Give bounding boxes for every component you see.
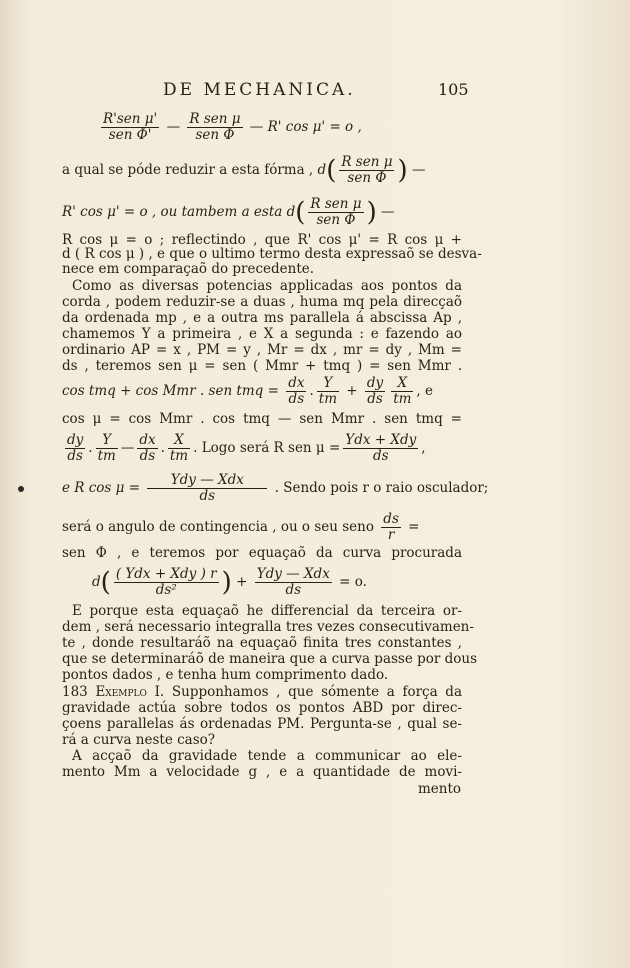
fraction: $\frac{\text{Ydx + Xdy}}{ds}$ (345, 432, 417, 464)
equation-line: cos tmq + cos Mmr . sen tmq = $\frac{dx}{ds}$ . $\frac{Y}{tm}$ + $\frac{dy}{ds}$ $\frac{X}{tm}$ , e (62, 375, 433, 407)
ink-blot (18, 486, 24, 492)
fraction: $\frac{dy}{ds}$ (366, 375, 384, 407)
fraction: $\frac{dy}{ds}$ (67, 432, 84, 464)
running-title: DE MECHANICA. (163, 80, 356, 100)
equation-line: $\frac{\text{R'sen μ'}}{\text{sen Φ'}}$ — $\frac{\text{R sen μ}}{\text{sen Φ}}$ — R' cos μ' = o , (103, 111, 362, 143)
text-line: rá a curva neste caso? (62, 732, 216, 748)
fraction: $\frac{Y}{tm}$ (97, 432, 116, 464)
fraction: $\frac{X}{tm}$ (169, 432, 189, 464)
text-line: a qual se póde reduzir a esta fórma , d( $\frac{\text{R sen μ}}{\text{sen Φ}}$ ) — (62, 154, 426, 186)
text-line: ds , teremos sen μ = sen ( Mmr + tmq ) = sen Mmr . (62, 358, 462, 374)
text-line: E porque esta equaçaõ he differencial da terceira or- (72, 603, 462, 619)
text-line: chamemos Y a primeira , e X a segunda : e fazendo ao (62, 326, 462, 342)
example-heading: 183 Exemplo I. Supponhamos , que sómente a força da (62, 684, 462, 700)
text-line: que se determinaráõ de maneira que a curva passe por dous (62, 651, 478, 667)
text-line: d ( R cos μ ) , e que o ultimo termo desta expressaõ se desva- (62, 246, 482, 262)
fraction: $\frac{X}{tm}$ (393, 375, 412, 407)
text-line: nece em comparaçaõ do precedente. (62, 261, 315, 277)
fraction: $\frac{\text{R sen μ}}{\text{sen Φ}}$ (341, 154, 393, 186)
fraction: $\frac{dx}{ds}$ (288, 375, 305, 407)
fraction: $\frac{Y}{tm}$ (318, 375, 337, 407)
text-line: sen Φ , e teremos por equaçaõ da curva procurada (62, 545, 462, 561)
text-line: corda , podem reduzir-se a duas , huma mq pela direcçaõ (62, 294, 462, 310)
equation-line: e R cos μ = $\frac{\text{Ydy — Xdx}}{ds}$ . Sendo pois r o raio osculador; (62, 472, 489, 504)
page-number: 105 (438, 80, 469, 99)
fraction: $\frac{\text{Ydy — Xdx}}{ds}$ (256, 566, 330, 598)
equation-line: $\frac{dy}{ds}$ . $\frac{Y}{tm}$ — $\frac{dx}{ds}$ . $\frac{X}{tm}$ . Logo será R sen μ = $\frac{\text{Ydx + Xdy}}{ds}$ , (67, 432, 426, 464)
text-line: mento Mm a velocidade g , e a quantidade de movi- (62, 764, 462, 780)
text-line: ordinario AP = x , PM = y , Mr = dx , mr = dy , Mm = (62, 342, 462, 358)
catchword: mento (418, 781, 462, 797)
example-label: Exemplo I. (95, 684, 165, 700)
text-line: pontos dados , e tenha hum comprimento dado. (62, 667, 389, 683)
text-line: çoens parallelas ás ordenadas PM. Pergunta-se , qual se- (62, 716, 462, 732)
fraction: $\frac{\text{Ydy — Xdx}}{ds}$ (147, 473, 267, 504)
fraction: $\frac{\text{R'sen μ'}}{\text{sen Φ'}}$ (103, 111, 158, 143)
text-line: da ordenada mp , e a outra ms parallela á abscissa Ap , (62, 310, 462, 326)
text-line: A acçaõ da gravidade tende a communicar ao ele- (72, 748, 462, 764)
fraction: $\frac{ds}{r}$ (383, 511, 399, 543)
text-line: será o angulo de contingencia , ou o seu seno $\frac{ds}{r}$ = (62, 511, 420, 543)
text-line: R cos μ = o ; reflectindo , que R' cos μ' = R cos μ + (62, 232, 462, 248)
equation-line: d( $\frac{\text{( Ydx + Xdy ) r}}{\text{ds²}}$ ) + $\frac{\text{Ydy — Xdx}}{ds}$ = o. (92, 566, 367, 598)
fraction: $\frac{\text{R sen μ}}{\text{sen Φ}}$ (310, 196, 362, 228)
section-number: 183 (62, 684, 88, 700)
fraction: $\frac{\text{( Ydx + Xdy ) r}}{\text{ds²}}$ (115, 566, 217, 598)
text-line: gravidade actúa sobre todos os pontos ABD por direc- (62, 700, 462, 716)
fraction: $\frac{dx}{ds}$ (139, 432, 156, 464)
text-line: R' cos μ' = o , ou tambem a esta d( $\frac{\text{R sen μ}}{\text{sen Φ}}$ ) — (62, 196, 395, 228)
fraction: $\frac{\text{R sen μ}}{\text{sen Φ}}$ (189, 111, 241, 143)
text-line: Como as diversas potencias applicadas aos pontos da (72, 278, 462, 294)
running-header (0, 80, 630, 102)
text-line: dem , será necessario integralla tres vezes consecutivamen- (62, 619, 474, 635)
text-line: cos μ = cos Mmr . cos tmq — sen Mmr . sen tmq = (62, 411, 462, 427)
text-line: te , donde resultaráõ na equaçaõ finita tres constantes , (62, 635, 462, 651)
